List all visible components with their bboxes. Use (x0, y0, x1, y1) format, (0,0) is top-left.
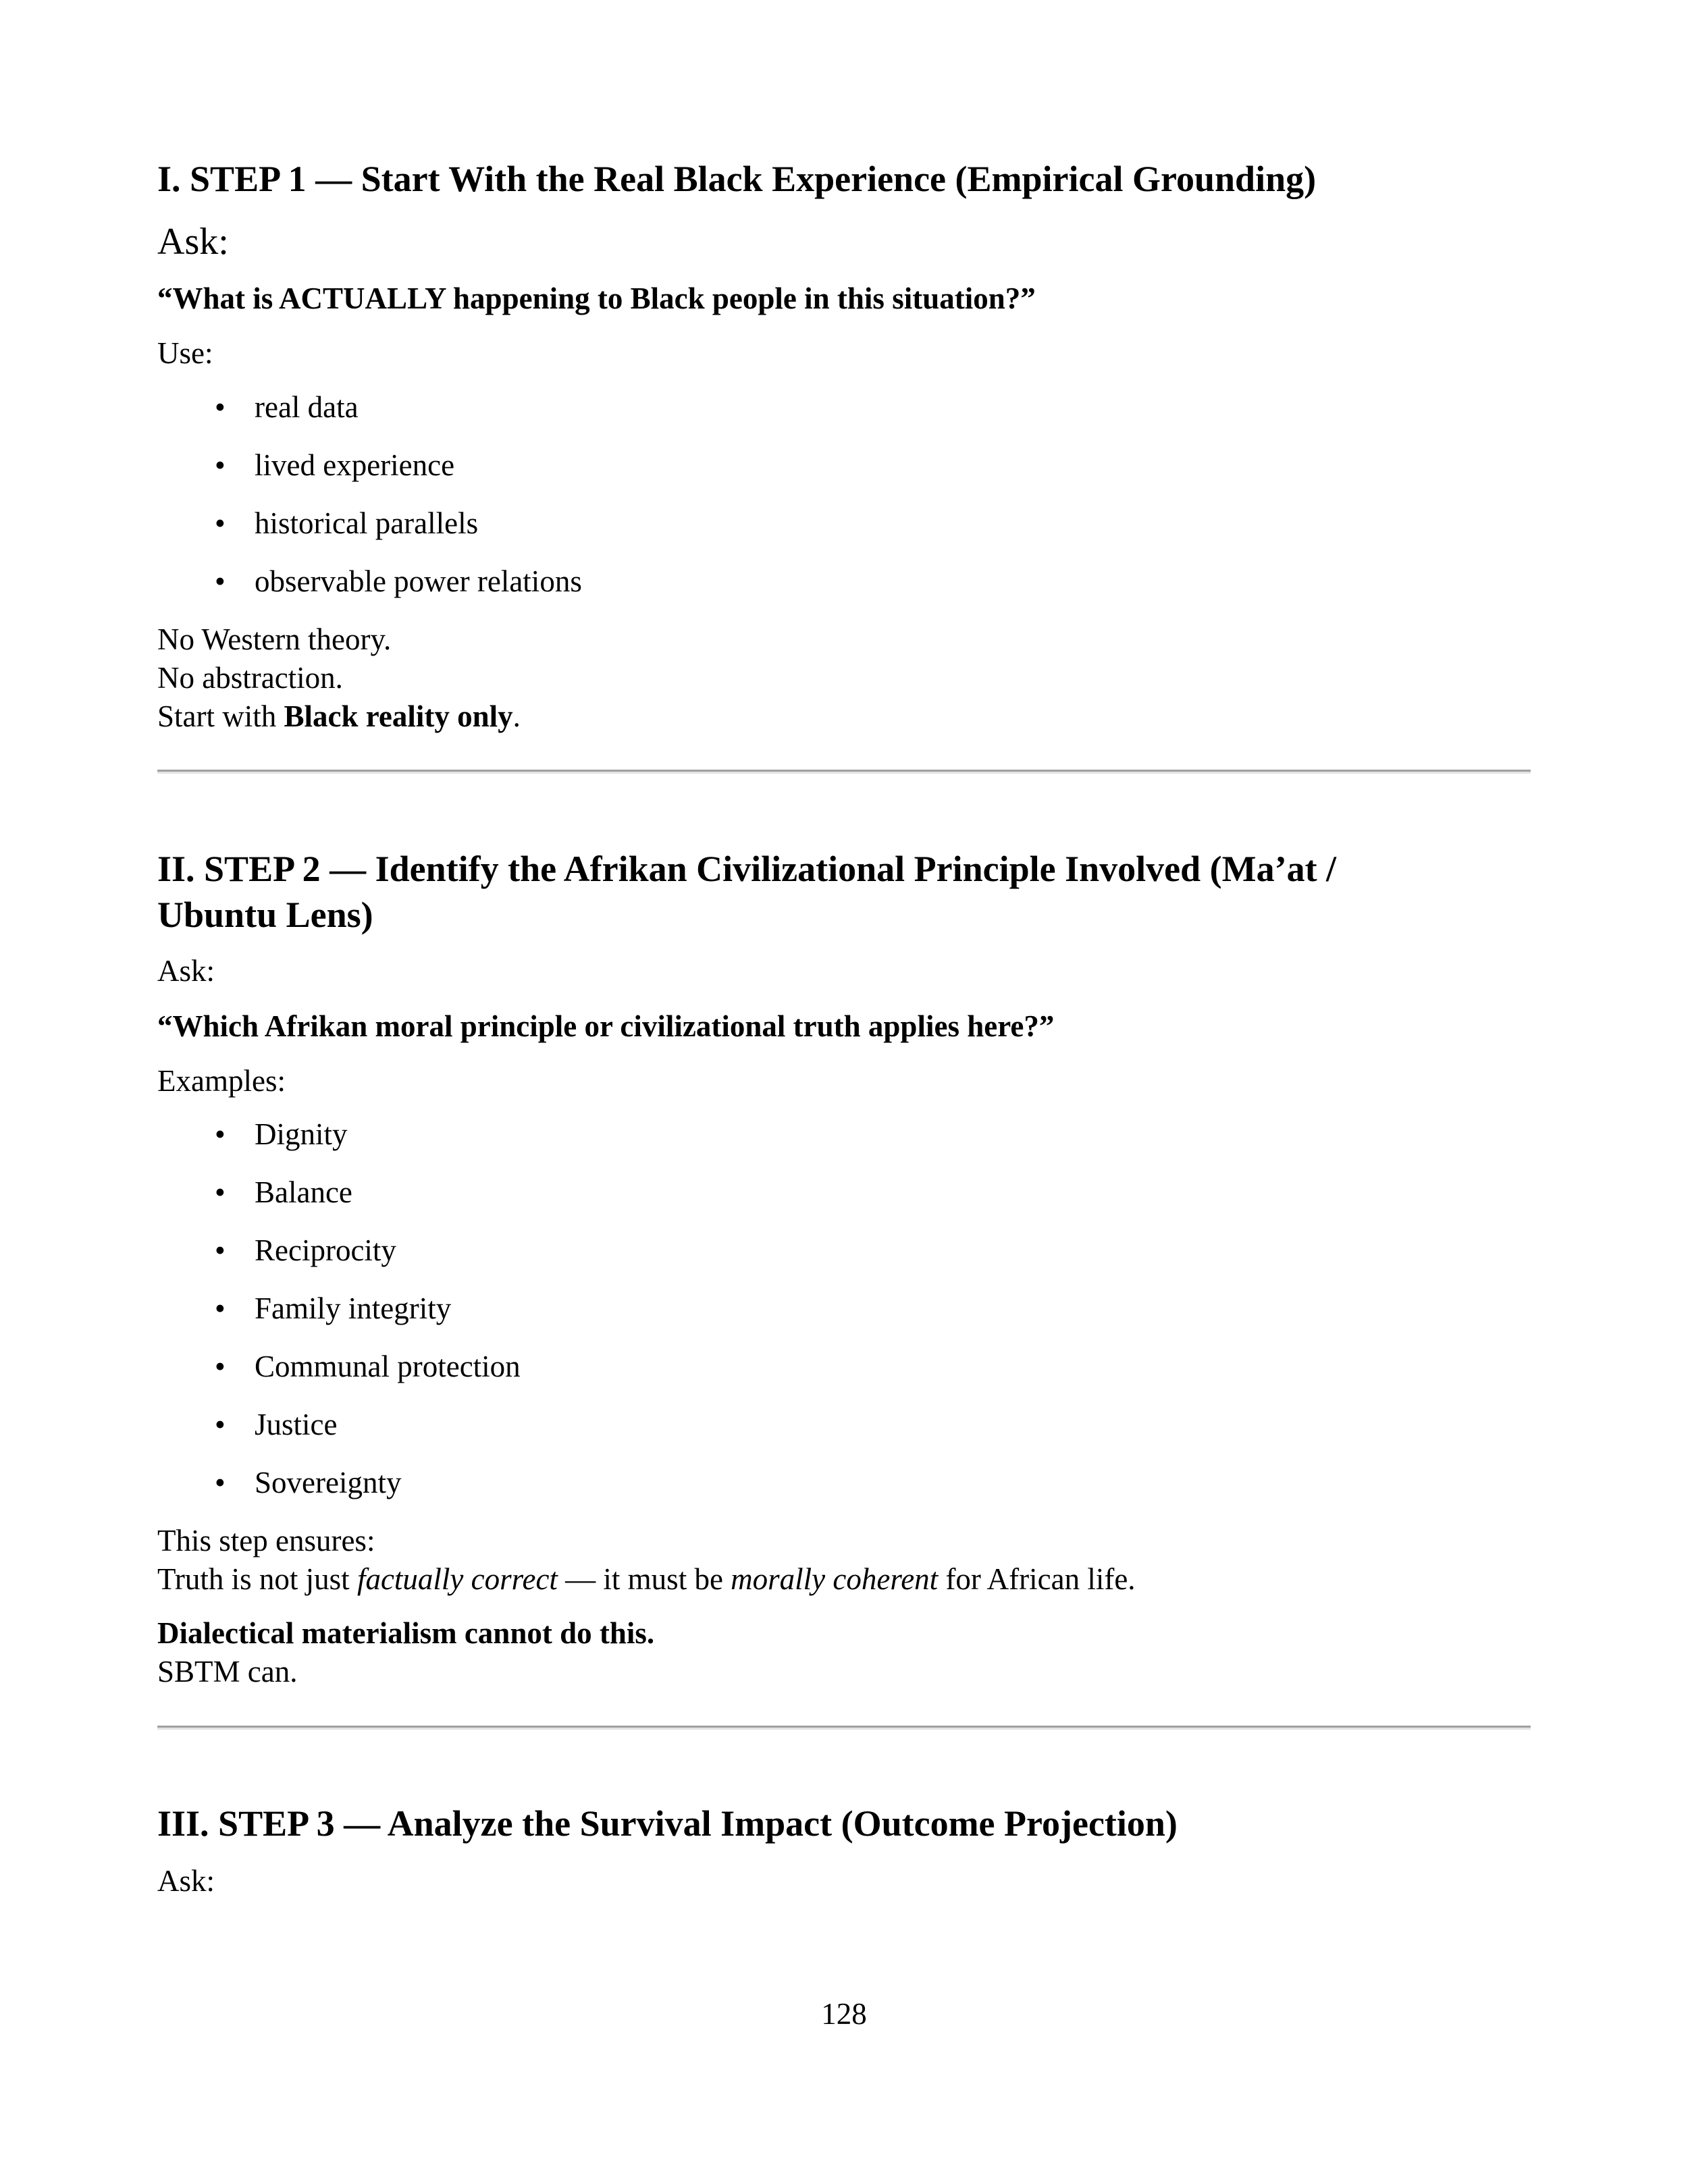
truth-italic-text: factually correct (357, 1562, 558, 1596)
bullet-icon: • (215, 1291, 226, 1325)
truth-text: Truth is not just (157, 1562, 357, 1596)
bullet-icon: • (215, 390, 226, 424)
section3-ask-label: Ask: (157, 1864, 215, 1898)
list-item-text: Communal protection (255, 1350, 521, 1383)
section2-truth-line (157, 1560, 1136, 1599)
list-item-text: Justice (255, 1408, 338, 1441)
bullet-icon: • (215, 448, 226, 482)
section1-note-line1: No Western theory. (157, 622, 392, 656)
list-item-text: Reciprocity (255, 1233, 396, 1267)
section1-question: “What is ACTUALLY happening to Black people in this situation?” (157, 282, 1036, 315)
list-item-text: lived experience (255, 448, 455, 482)
section2-examples-label: Examples: (157, 1064, 286, 1098)
list-item-text: observable power relations (255, 564, 582, 598)
section2-ask-label: Ask: (157, 954, 215, 988)
truth-text: — it must be (557, 1562, 731, 1596)
section2-heading-line1: II. STEP 2 — Identify the Afrikan Civilizational Principle Involved (Ma’at / (157, 849, 1337, 889)
list-item-text: historical parallels (255, 506, 479, 540)
list-item-text: Sovereignty (255, 1466, 402, 1499)
note-bold-text: Black reality only (284, 699, 513, 733)
section2-sbtm-line: SBTM can. (157, 1655, 298, 1688)
bullet-icon: • (215, 564, 226, 598)
bullet-icon: • (215, 1350, 226, 1383)
section2-question: “Which Afrikan moral principle or civilizational truth applies here?” (157, 1009, 1055, 1043)
truth-text: for African life. (938, 1562, 1136, 1596)
bullet-icon: • (215, 1175, 226, 1209)
section3-heading: III. STEP 3 — Analyze the Survival Impact (Outcome Projection) (157, 1803, 1178, 1844)
section1-heading: I. STEP 1 — Start With the Real Black Experience (Empirical Grounding) (157, 159, 1317, 199)
bullet-icon: • (215, 1466, 226, 1499)
list-item-text: Family integrity (255, 1291, 452, 1325)
section2-ensures-line: This step ensures: (157, 1524, 375, 1557)
bullet-icon: • (215, 1233, 226, 1267)
bullet-icon: • (215, 506, 226, 540)
section1-ask-label: Ask: (157, 221, 229, 263)
page-number: 128 (821, 1997, 867, 2031)
note-text: Start with (157, 699, 284, 733)
bullet-icon: • (215, 1117, 226, 1151)
truth-italic-text: morally coherent (731, 1562, 939, 1596)
list-item-text: Balance (255, 1175, 352, 1209)
note-text: . (512, 699, 521, 733)
bullet-icon: • (215, 1408, 226, 1441)
list-item-text: Dignity (255, 1117, 348, 1151)
section2-dialectical-line: Dialectical materialism cannot do this. (157, 1616, 655, 1650)
section-divider (157, 770, 1531, 774)
section1-note-line2: No abstraction. (157, 661, 343, 695)
section1-use-label: Use: (157, 336, 213, 370)
section-divider (157, 1726, 1531, 1730)
list-item-text: real data (255, 390, 359, 424)
section2-heading-line2: Ubuntu Lens) (157, 895, 373, 935)
section1-note-line3 (157, 697, 521, 736)
